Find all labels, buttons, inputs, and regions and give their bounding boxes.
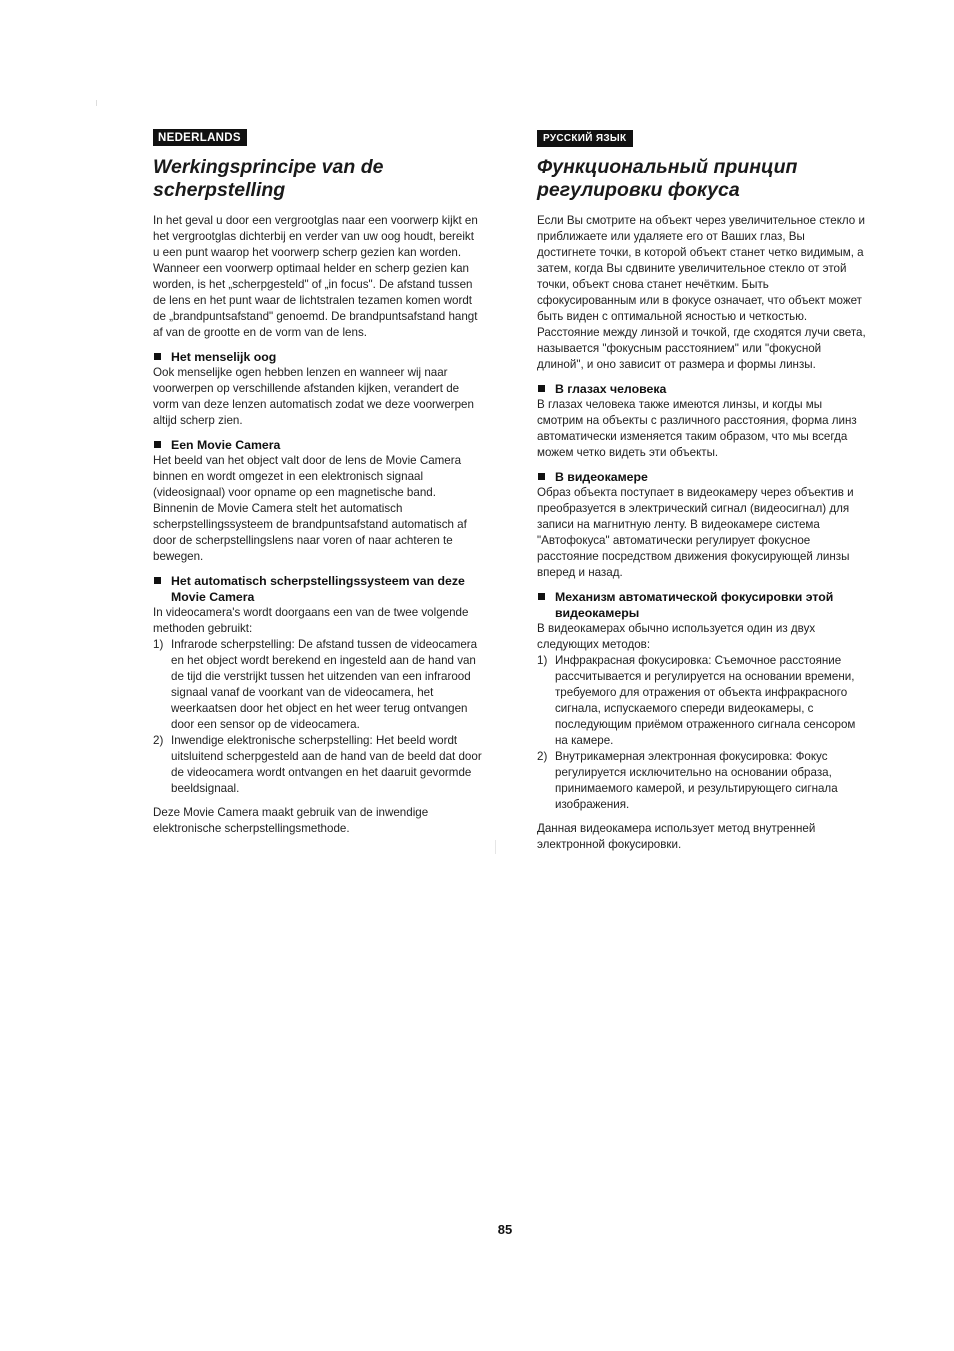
russian-section-autofocus-heading bbox=[537, 589, 867, 621]
square-bullet-icon bbox=[154, 577, 161, 584]
page-number: 85 bbox=[497, 1222, 513, 1237]
dutch-outro: Deze Movie Camera maakt gebruik van de inwendige elektronische scherpstellingsmethode. bbox=[153, 806, 429, 835]
dutch-methods-list bbox=[153, 637, 483, 797]
section-heading-text: В глазах человека bbox=[555, 382, 667, 396]
dutch-section-movie-camera-body: Het beeld van het object valt door de lens de Movie Camera binnen en wordt omgezet in een elektronisch signaal (videosignaal) voor opname op een magnetische band. Binnenin de Movie Camera stelt het automatisch scherpstellingssysteem de brandpuntsafstand automatisch af door de scherpstellingslens naar voren of naar achteren te bewegen. bbox=[153, 454, 467, 563]
list-item-text: Inwendige elektronische scherpstelling: Het beeld wordt uitsluitend scherpgesteld aan de hand van de beeld dat door de videocamera wordt ontvangen en het daaruit gevormde beeldsignaal. bbox=[171, 734, 482, 795]
russian-section-human-eye-heading bbox=[537, 381, 867, 397]
square-bullet-icon bbox=[538, 385, 545, 392]
dutch-title: Werkingsprincipe van de scherpstelling bbox=[153, 156, 384, 201]
language-tag-dutch: NEDERLANDS bbox=[153, 129, 247, 146]
section-heading-text: Механизм автоматической фокусировки этой видеокамеры bbox=[555, 590, 834, 620]
russian-column bbox=[537, 128, 867, 853]
russian-outro: Данная видеокамера использует метод внутренней электронной фокусировки. bbox=[537, 822, 816, 851]
list-item bbox=[537, 749, 867, 813]
list-item-number: 2) bbox=[537, 750, 548, 763]
russian-section-camera-body: Образ объекта поступает в видеокамеру через объектив и преобразуется в электрический сигнал (видеосигнал) для записи на магнитную ленту. В видеокамере система "Автофокуса" автоматически регулирует фокусное расстояние посредством движения фокусирующей линзы вперед и назад. bbox=[537, 486, 854, 579]
list-item bbox=[153, 637, 483, 733]
square-bullet-icon bbox=[154, 441, 161, 448]
page-corner-mark bbox=[96, 100, 97, 106]
column-divider bbox=[495, 840, 496, 854]
section-heading-text: Het menselijk oog bbox=[171, 350, 277, 364]
square-bullet-icon bbox=[538, 473, 545, 480]
russian-title: Функциональный принцип регулировки фокуса bbox=[537, 156, 798, 201]
list-item-text: Внутрикамерная электронная фокусировка: Фокус регулируется исключительно на основании образа, принимаемого камерой, и результирующего сигнала изображения. bbox=[555, 750, 838, 811]
russian-methods-list bbox=[537, 653, 867, 813]
list-item-number: 1) bbox=[153, 638, 164, 651]
russian-section-autofocus-intro: В видеокамерах обычно используется один из двух следующих методов: bbox=[537, 622, 816, 651]
dutch-section-autofocus-intro: In videocamera's wordt doorgaans een van de twee volgende methoden gebruikt: bbox=[153, 606, 469, 635]
section-heading-text: В видеокамере bbox=[555, 470, 648, 484]
dutch-section-autofocus-heading bbox=[153, 573, 483, 605]
dutch-section-movie-camera-heading bbox=[153, 437, 483, 453]
square-bullet-icon bbox=[154, 353, 161, 360]
dutch-column bbox=[153, 128, 483, 837]
list-item bbox=[537, 653, 867, 749]
list-item-number: 2) bbox=[153, 734, 164, 747]
square-bullet-icon bbox=[538, 593, 545, 600]
list-item-text: Infrarode scherpstelling: De afstand tussen de videocamera en het object wordt berekend en ingesteld aan de hand van de tijd die verstrijkt tussen het uitzenden van een infrarood signaal vanaf de voorkant van de videocamera, het weerkaatsen door het object en het weer terug ontvangen door een sensor op de videocamera. bbox=[171, 638, 478, 731]
section-heading-text: Het automatisch scherpstellingssysteem van deze Movie Camera bbox=[171, 574, 465, 604]
dutch-intro: In het geval u door een vergrootglas naar een voorwerp kijkt en het vergrootglas dichterbij en verder van uw oog houdt, bereikt u een punt waarop het voorwerp scherp gezien kan worden. Wanneer een voorwerp optimaal helder en scherp gezien kan worden, is het „scherpgesteld" of „in focus". De afstand tussen de lens en het punt waar de lichtstralen tezamen komen wordt de „brandpuntsafstand" genoemd. De brandpuntsafstand hangt af van de grootte en de vorm van de lens. bbox=[153, 214, 478, 339]
list-item-text: Инфракрасная фокусировка: Съемочное расстояние рассчитывается и регулируется на основании времени, требуемого для отражения от объекта инфракрасного сигнала, испускаемого спереди видеокамеры, с последующим приёмом отраженного сигнала сенсором на камере. bbox=[555, 654, 856, 747]
dutch-section-human-eye-heading bbox=[153, 349, 483, 365]
russian-intro: Если Вы смотрите на объект через увеличительное стекло и приближаете или удаляете его от Ваших глаз, Вы достигнете точки, в которой объект станет четко видимым, а затем, когда Вы сдвините увеличительное стекло от этой точки, объект снова станет нечётким. Быть сфокусированным или в фокусе означает, что объект может быть виден с оптимальной ясностью и четкостью. Расстояние между линзой и точкой, где сходятся лучи света, называется "фокусным расстоянием" или "фокусной длиной", и оно зависит от размера и формы линзы. bbox=[537, 214, 866, 371]
list-item-number: 1) bbox=[537, 654, 548, 667]
dutch-section-human-eye-body: Ook menselijke ogen hebben lenzen en wanneer wij naar voorwerpen op verschillende afstanden kijken, verandert de vorm van deze lenzen automatisch zodat we deze voorwerpen altijd scherp zien. bbox=[153, 366, 474, 427]
list-item bbox=[153, 733, 483, 797]
russian-section-human-eye-body: В глазах человека также имеются линзы, и когды мы смотрим на объекты с различного расстояния, форма линз автоматически изменяется таким образом, что мы всегда можем четко видеть эти объекты. bbox=[537, 398, 857, 459]
russian-section-camera-heading bbox=[537, 469, 867, 485]
section-heading-text: Een Movie Camera bbox=[171, 438, 281, 452]
language-tag-russian: РУССКИЙ ЯЗЫК bbox=[537, 130, 633, 147]
